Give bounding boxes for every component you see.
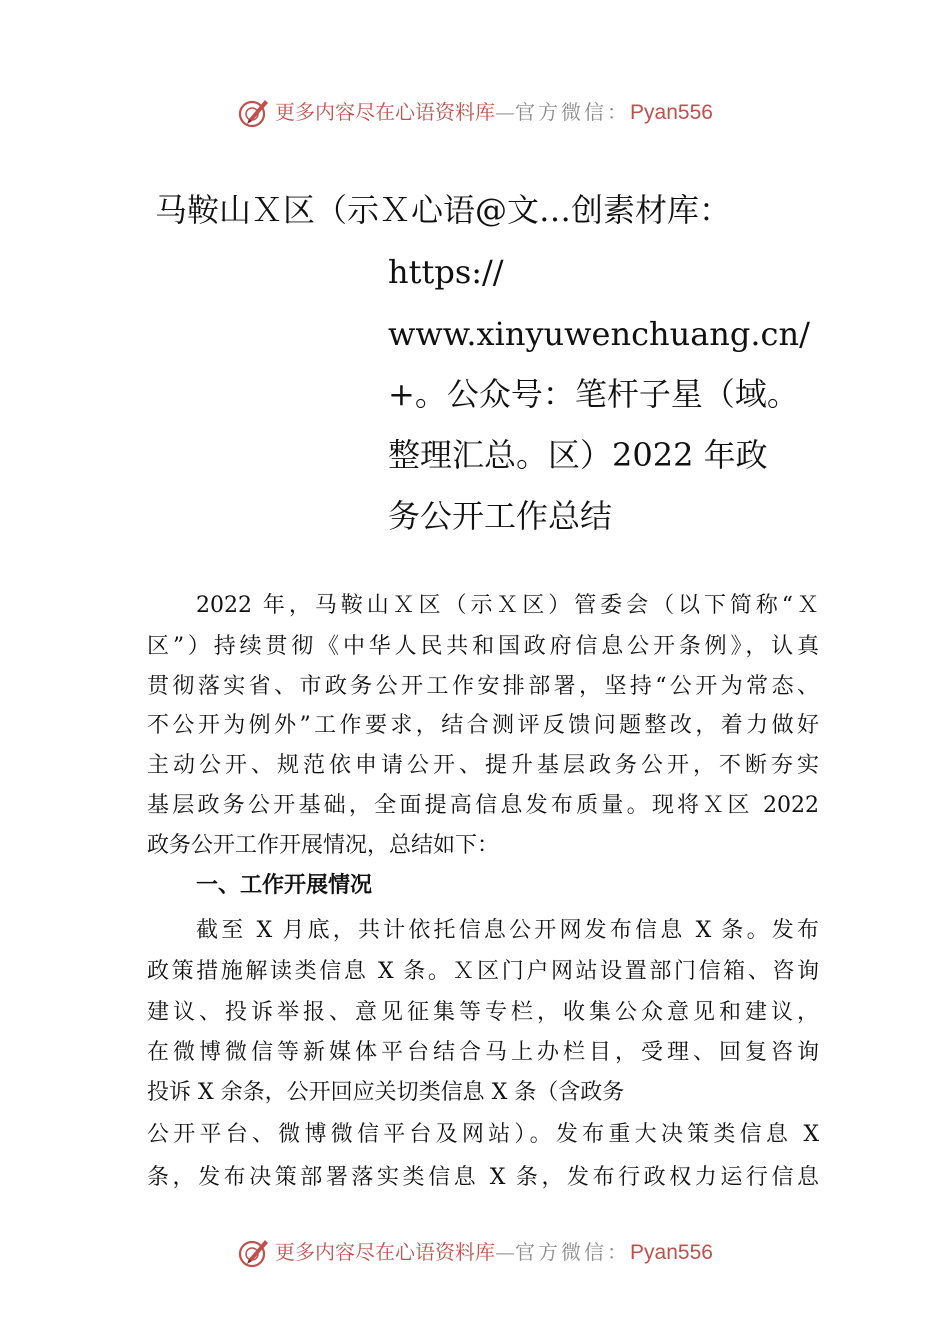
pen-logo-icon — [237, 1235, 271, 1269]
paragraph-line: 条，发布决策部署落实类信息 X 条，发布行政权力运行信息 — [147, 1165, 819, 1190]
title-line: 务公开工作总结 — [388, 497, 613, 535]
paragraph-line: 政策措施解读类信息 X 条。Ｘ区门户网站设置部门信箱、咨询 — [147, 959, 819, 984]
title-line: 马鞍山Ｘ区（示Ｘ心语@文…创素材库： — [155, 191, 732, 229]
title-line: www.xinyuwenchuang.cn/ — [388, 315, 810, 353]
title-line: https:// — [388, 253, 504, 291]
title-line: +。公众号：笔杆子星（域。 — [388, 375, 799, 413]
header-banner — [0, 92, 950, 132]
footer-banner — [0, 1232, 950, 1272]
paragraph-line: 公开平台、微博微信平台及网站）。发布重大决策类信息 X — [147, 1122, 819, 1147]
paragraph-line: 投诉 X 余条，公开回应关切类信息 X 条（含政务 — [147, 1080, 625, 1105]
paragraph-line: 主动公开、规范依申请公开、提升基层政务公开，不断夯实 — [147, 753, 819, 778]
banner-separator: — — [495, 1240, 516, 1264]
paragraph-line: 基层政务公开基础，全面提高信息发布质量。现将Ｘ区 2022 — [147, 793, 819, 818]
banner-handle: Pyan556 — [630, 100, 713, 124]
pen-logo-icon — [237, 95, 271, 129]
banner-text — [275, 102, 713, 123]
paragraph-line: 区”）持续贯彻《中华人民共和国政府信息公开条例》，认真 — [147, 634, 819, 659]
paragraph-line: 截至 X 月底，共计依托信息公开网发布信息 X 条。发布 — [196, 918, 819, 943]
section-heading: 一、工作开展情况 — [196, 873, 373, 898]
paragraph-line: 政务公开工作开展情况，总结如下： — [147, 833, 500, 858]
banner-main-text: 更多内容尽在心语资料库 — [275, 100, 496, 124]
paragraph-line: 建议、投诉举报、意见征集等专栏，收集公众意见和建议， — [147, 1000, 819, 1025]
paragraph-line: 2022 年，马鞍山Ｘ区（示Ｘ区）管委会（以下简称“Ｘ — [196, 593, 819, 618]
paragraph-line: 在微博微信等新媒体平台结合马上办栏目，受理、回复咨询 — [147, 1040, 819, 1065]
paragraph-line: 不公开为例外”工作要求，结合测评反馈问题整改，着力做好 — [147, 713, 819, 738]
banner-handle: Pyan556 — [630, 1240, 713, 1264]
banner-main-text: 更多内容尽在心语资料库 — [275, 1240, 496, 1264]
title-line: 整理汇总。区）2022 年政 — [388, 436, 768, 474]
banner-separator: — — [495, 100, 516, 124]
paragraph-line: 贯彻落实省、市政务公开工作安排部署，坚持“公开为常态、 — [147, 674, 819, 699]
banner-text — [275, 1242, 713, 1263]
banner-label: 官方微信： — [515, 100, 631, 124]
banner-label: 官方微信： — [515, 1240, 631, 1264]
